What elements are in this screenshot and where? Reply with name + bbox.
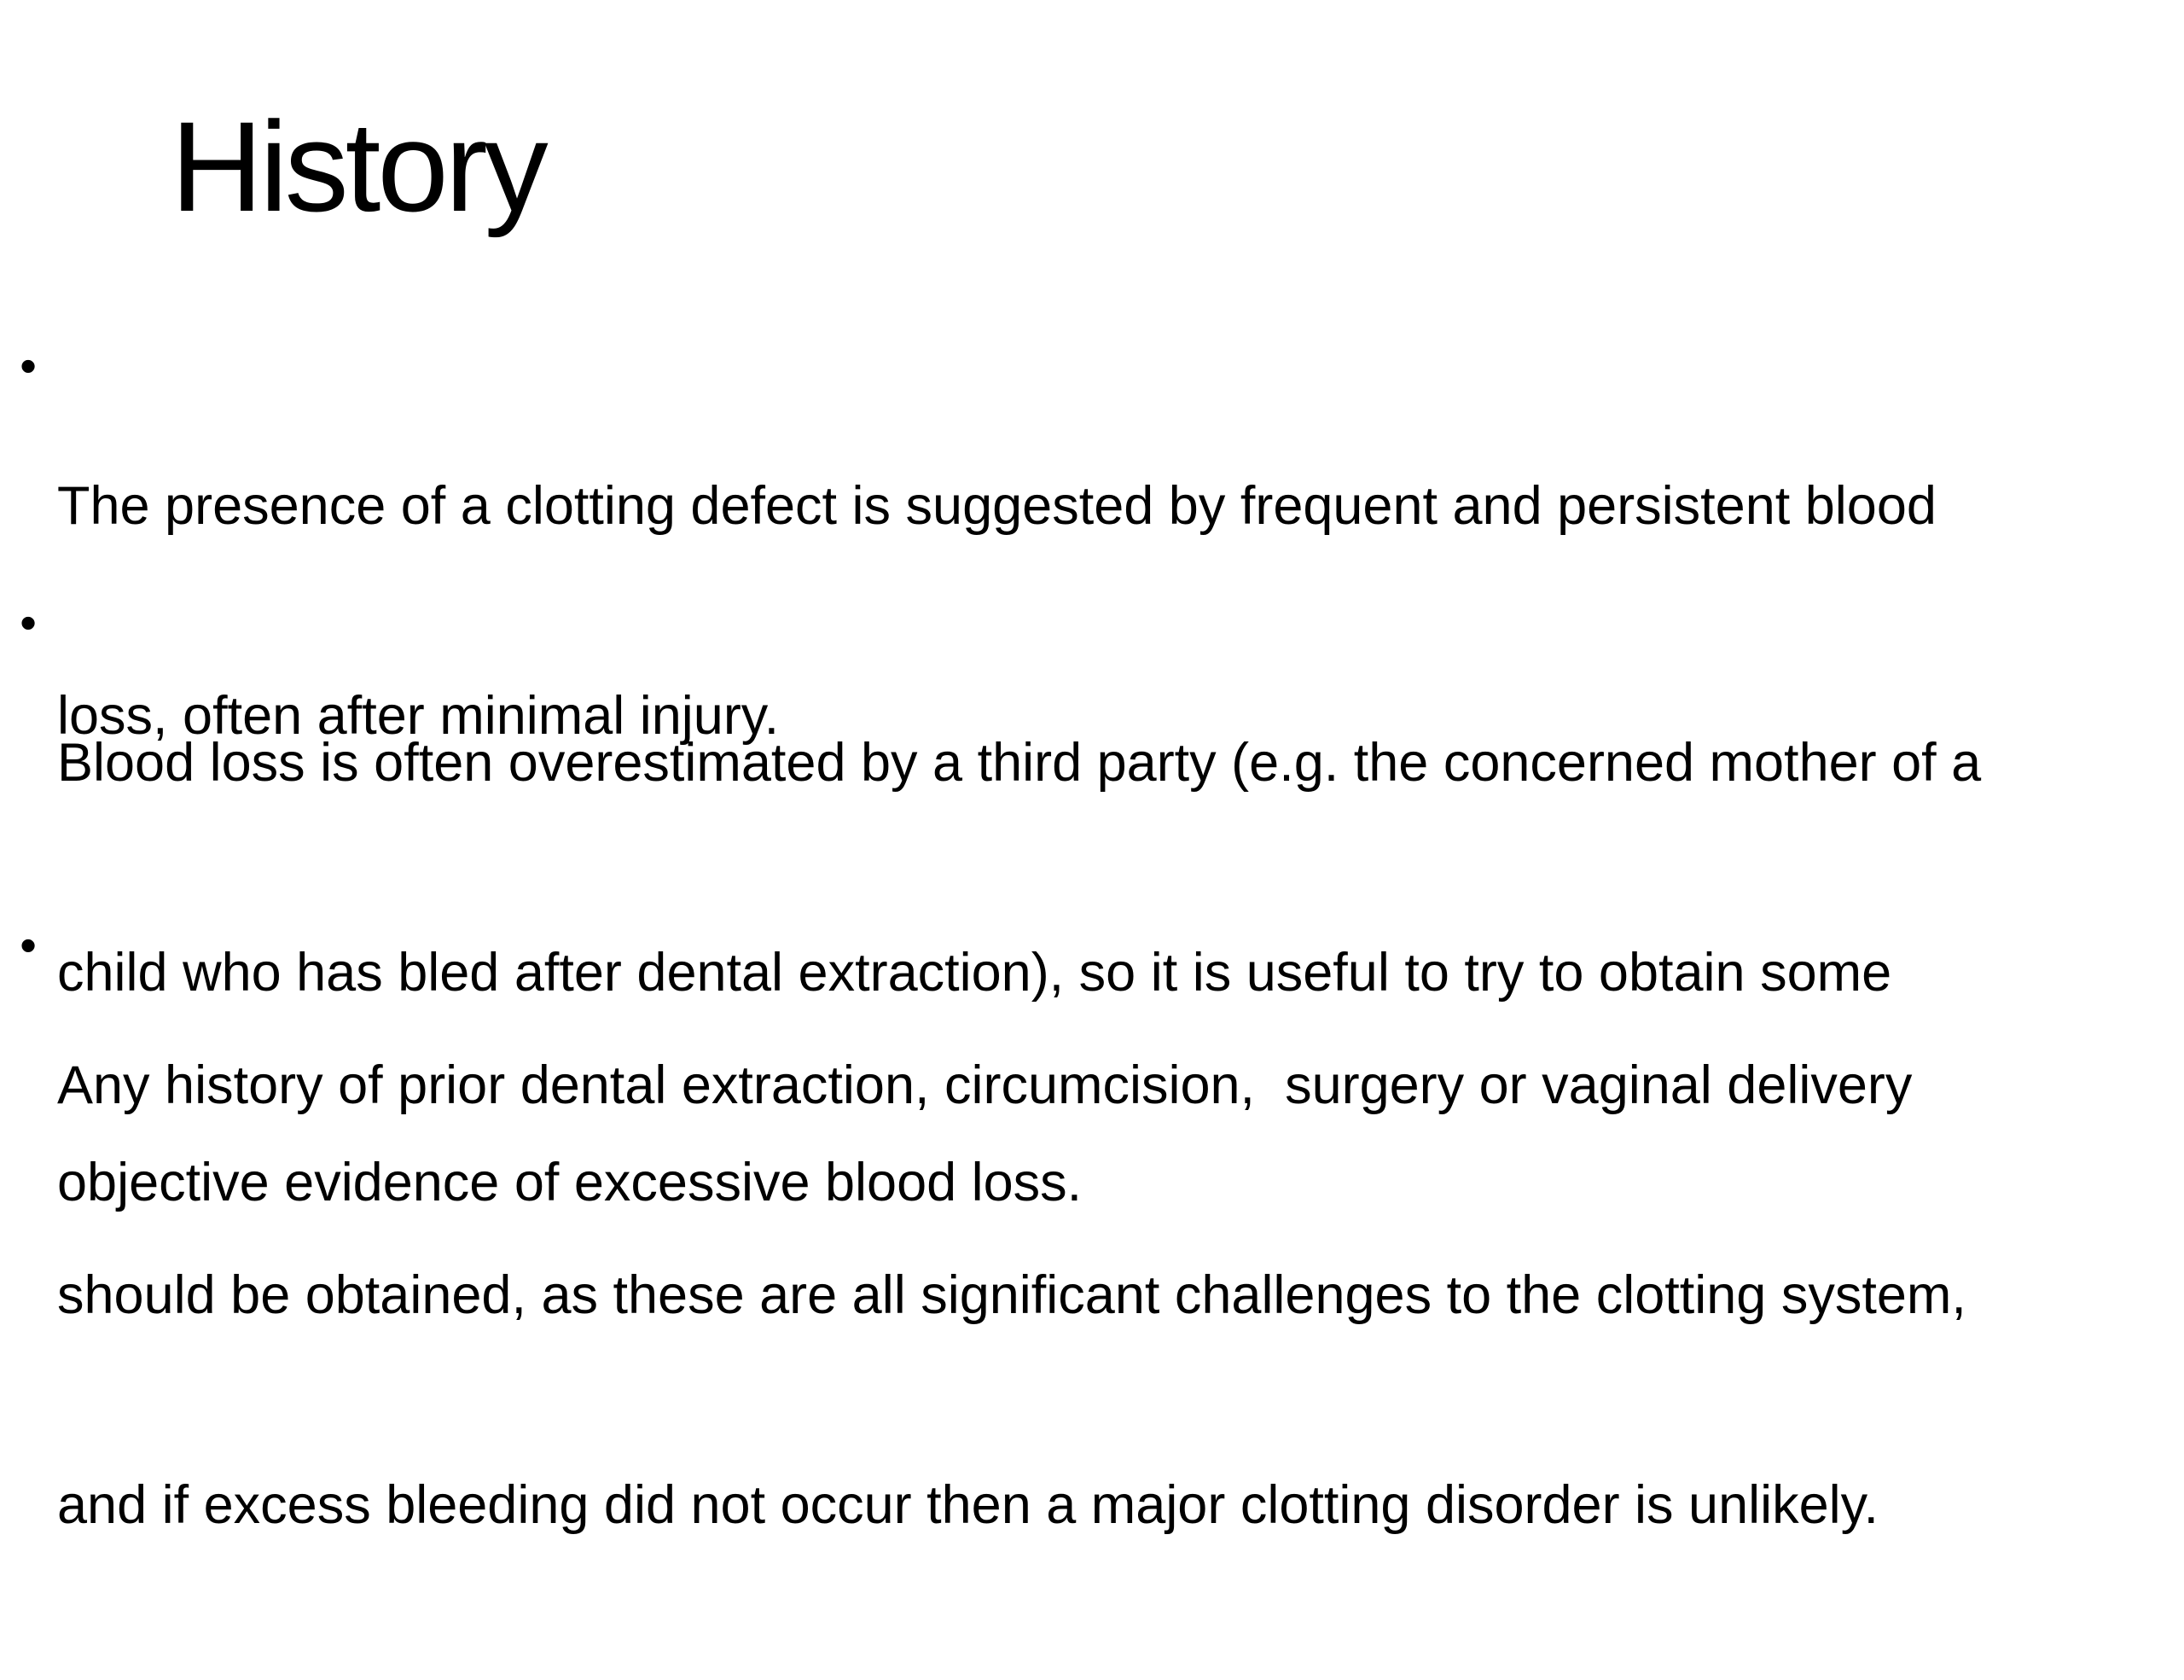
bullet-line: The presence of a clotting defect is suggested by frequent and persistent blood (57, 476, 1937, 536)
bullet-icon: • (20, 339, 37, 392)
bullet-text (57, 910, 1966, 1680)
bullet-line: and if excess bleeding did not occur then a major clotting disorder is unlikely. (57, 1475, 1879, 1535)
bullet-icon: • (20, 596, 37, 649)
bullet-line: objective evidence of excessive blood loss. (57, 1153, 1083, 1212)
bullet-line: child who has bled after dental extraction), so it is useful to try to obtain some (57, 943, 1892, 1003)
slide-title: History (171, 95, 545, 238)
bullet-item (0, 331, 2184, 746)
bullet-line: Any history of prior dental extraction, circumcision, surgery or vaginal delivery (57, 1055, 1913, 1115)
bullet-line: Blood loss is often overestimated by a third party (e.g. the concerned mother of a (57, 733, 1982, 793)
bullet-line: should be obtained, as these are all significant challenges to the clotting system, (57, 1265, 1966, 1325)
bullet-icon: • (20, 918, 37, 972)
bullet-line: loss, often after minimal injury. (57, 686, 780, 746)
